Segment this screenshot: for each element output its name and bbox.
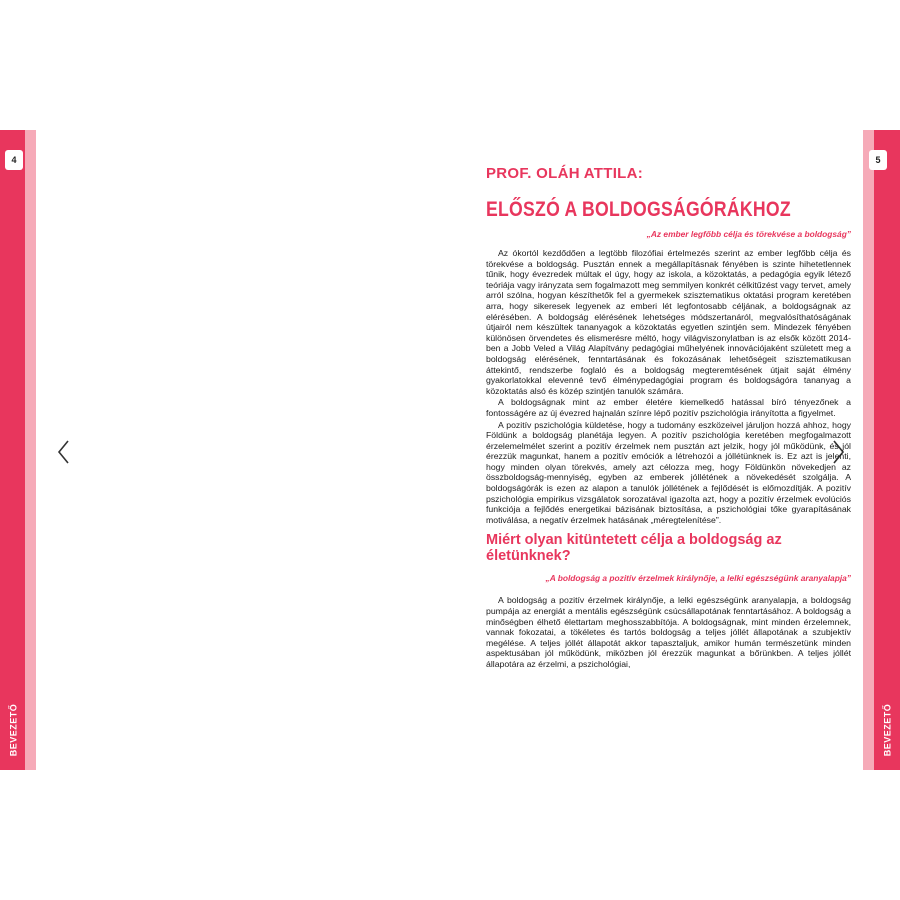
body-paragraph: A boldogságnak mint az ember életére kiemelkedő hatással bíró tényezőnek a fontosságére az új évezred hajnalán színre lépő pozitív pszichológia irányította a figyelmet. bbox=[486, 397, 851, 418]
right-page-number: 5 bbox=[869, 150, 887, 170]
body-paragraph: Az ókortól kezdődően a legtöbb filozófiai értelmezés szerint az ember legfőbb célja és törekvése a boldogság. Pusztán ennek a megállapításnak fényében is szinte hihetetlennek tűnik, hogy évezredek múltak el úgy, hogy az iskola, a közoktatás, a pedagógia egyik létező teóriája vagy irányzata sem fogalmazott meg semmilyen konkrét célkitűzést vagy tervet, amely arról szólna, hogyan készíthetők fel a gyermekek szisztematikus oktatási program keretében arra, hogy sikeresek legyenek az emberi lét legfontosabb céljának, a boldogságnak az elérésében. A boldogság elérésének lehetséges módszertanáról, megvalósíthatóságának útjairól nem készültek tananyagok a közoktatás egyetlen szintjén sem. Mindezek fényében különösen örvendetes és elismerésre méltó, hogy világviszonylatban is az elsők között 2014-ben a Jobb Veled a Világ Alapítvány pedagógiai műhelyének innovációjaként született meg a boldogság elérésének, fenntartásának és fokozásának lehetőségeit szisztematikusan áttekintő, rendszerbe foglaló és a boldogság megteremtésének útjait saját élmény gyakorlatokkal elevenné tevő élménypedagógiai program és boldogságóra tananyag a közoktatás alsó és közép szintjén tanulók számára. bbox=[486, 248, 851, 396]
section-subheading: Miért olyan kitüntetett célja a boldogság az életünknek? bbox=[486, 532, 782, 565]
body-paragraph: A pozitív pszichológia küldetése, hogy a tudomány eszközeivel járuljon hozzá ahhoz, hogy Földünk a boldogság planétája legyen. A pozitív pszichológia keretében megfogalmazott érzelemelmélet szerint a pozitív érzelmek nem pusztán azt jelzik, hogy jól működünk, és jól érezzük magunkat, hanem a pozitív emóciók a létrehozói a jóllétünknek is. Ez azt is jelenti, hogy minden olyan törekvés, amely azt célozza meg, hogy Földünkön növekedjen az összboldogság-mennyiség, egyben az emberek jóllétének a növekedését szolgálja. A boldogságórák is ezen az alapon a tanulók jóllétének a fejlődését is előmozdítják. A pozitív pszichológia empirikus vizsgálatok sorozatával igazolta azt, hogy a pozitív érzelmek evolúciós funkciója a fejlődés energetikai bázisának biztosítása, a pszichológiai tőke gyarapításának motiválása, a negatív érzelmek hatásának „méregtelenítése”. bbox=[486, 419, 851, 525]
previous-page-button[interactable] bbox=[56, 437, 72, 467]
left-margin-band bbox=[0, 130, 25, 770]
section-motto: „A boldogság a pozitív érzelmek királynője, a lelki egészségünk aranyalapja” bbox=[545, 573, 851, 584]
right-section-label: BEVEZETŐ bbox=[882, 703, 893, 757]
left-section-tab bbox=[3, 705, 23, 755]
right-section-tab bbox=[877, 705, 897, 755]
right-margin-band bbox=[874, 130, 900, 770]
body-paragraph: A boldogság a pozitív érzelmek királynője, a lelki egészségünk aranyalapja, a boldogság pumpája az energiát a mentális egészségünk csúcsállapotának fenntartásához. A boldogság a minőségben élhető élettartam meghosszabbítója. A boldogságnak, mint minden érzelemnek, vannak fokozatai, a tökéletes és tartós boldogság a teljes jóllét állapotának a szubjektív megélése. A teljes jóllét állapotát akkor tapasztaljuk, amikor humán természetünk minden aspektusában jól működünk, miközben jól érezzük magunkat a bőrünkben. A teljes jóllét állapotára az érzelmi, a pszichológiai, bbox=[486, 595, 851, 669]
article-motto: „Az ember legfőbb célja és törekvése a boldogság” bbox=[646, 229, 851, 239]
right-margin-stripe bbox=[863, 130, 874, 770]
article-title: ELŐSZÓ A BOLDOGSÁGÓRÁKHOZ bbox=[486, 198, 791, 221]
chevron-left-icon bbox=[56, 437, 72, 467]
left-margin-stripe bbox=[25, 130, 36, 770]
author-heading: PROF. OLÁH ATTILA: bbox=[486, 165, 644, 182]
left-section-label: BEVEZETŐ bbox=[8, 703, 19, 757]
article bbox=[486, 165, 851, 670]
left-page-number: 4 bbox=[5, 150, 23, 170]
